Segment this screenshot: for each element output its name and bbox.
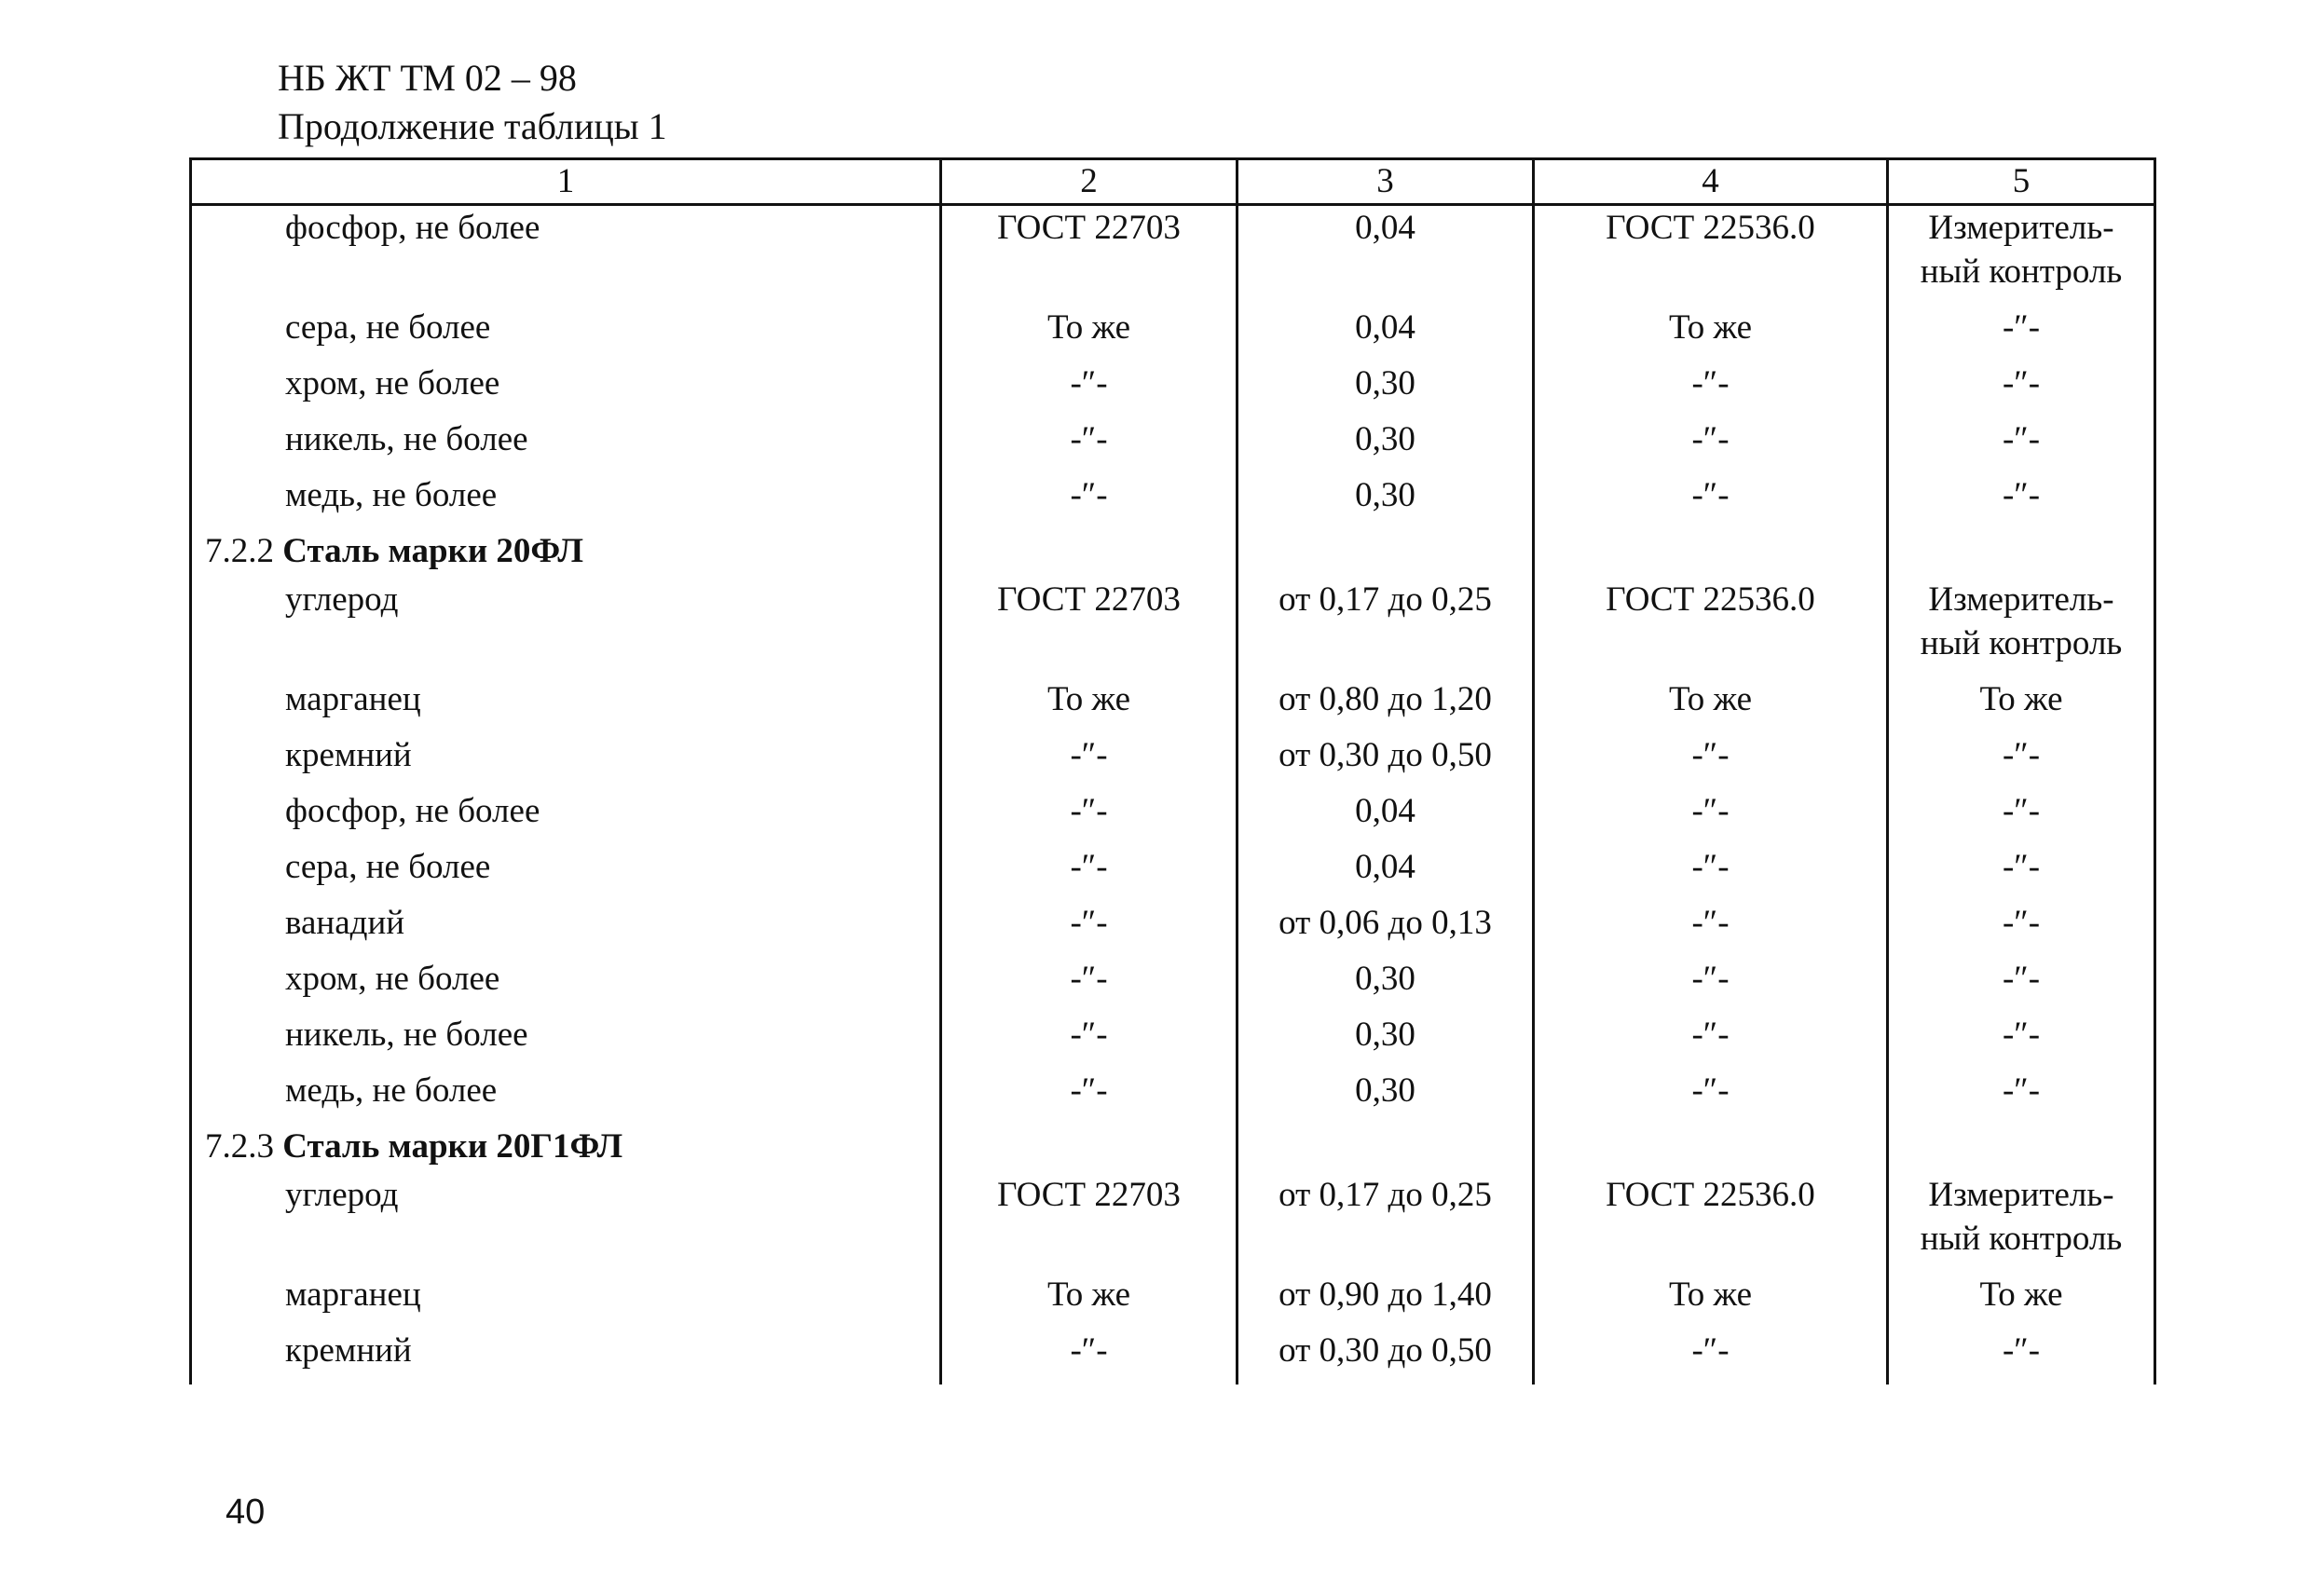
standard-cell: ГОСТ 22703	[941, 1173, 1238, 1273]
test-method-cell: -″-	[1534, 473, 1888, 529]
test-method-cell: -″-	[1534, 789, 1888, 845]
table-cell-empty	[1534, 529, 1888, 578]
control-type-cell: -″-	[1888, 901, 2155, 957]
table-cell-empty	[1888, 529, 2155, 578]
test-method-cell: -″-	[1534, 1329, 1888, 1385]
table-row	[191, 1329, 2155, 1385]
standard-cell: -″-	[941, 417, 1238, 473]
parameter-cell: сера, не более	[191, 845, 941, 901]
parameter-cell: ванадий	[191, 901, 941, 957]
column-header-1: 1	[191, 159, 941, 205]
control-type-cell: -″-	[1888, 1329, 2155, 1385]
parameter-cell: фосфор, не более	[191, 205, 941, 307]
standard-cell: То же	[941, 1273, 1238, 1329]
table-row	[191, 1173, 2155, 1273]
test-method-cell: То же	[1534, 677, 1888, 733]
test-method-cell: -″-	[1534, 1069, 1888, 1125]
parameter-cell: фосфор, не более	[191, 789, 941, 845]
table-row	[191, 733, 2155, 789]
control-type-cell: -″-	[1888, 733, 2155, 789]
table-row	[191, 205, 2155, 307]
section-heading	[191, 1125, 941, 1173]
norm-value-cell: 0,30	[1238, 473, 1534, 529]
parameter-cell: кремний	[191, 1329, 941, 1385]
standard-cell: -″-	[941, 845, 1238, 901]
parameter-cell: медь, не более	[191, 1069, 941, 1125]
norm-value-cell: 0,04	[1238, 306, 1534, 361]
test-method-cell: ГОСТ 22536.0	[1534, 205, 1888, 307]
norm-value-cell: от 0,06 до 0,13	[1238, 901, 1534, 957]
section-heading	[191, 529, 941, 578]
norm-value-cell: от 0,80 до 1,20	[1238, 677, 1534, 733]
document-code: НБ ЖТ ТМ 02 – 98	[278, 57, 577, 99]
parameter-cell: углерод	[191, 1173, 941, 1273]
table-row	[191, 1069, 2155, 1125]
table-cell-empty	[941, 529, 1238, 578]
norm-value-cell: от 0,90 до 1,40	[1238, 1273, 1534, 1329]
control-type-cell: -″-	[1888, 845, 2155, 901]
table-row	[191, 901, 2155, 957]
parameter-cell: медь, не более	[191, 473, 941, 529]
parameter-cell: хром, не более	[191, 957, 941, 1013]
table-cell-empty	[1238, 1125, 1534, 1173]
requirements-table	[189, 157, 2154, 1385]
parameter-cell: марганец	[191, 677, 941, 733]
test-method-cell: -″-	[1534, 1013, 1888, 1069]
norm-value-cell: 0,04	[1238, 789, 1534, 845]
table-row	[191, 789, 2155, 845]
control-type-cell: То же	[1888, 1273, 2155, 1329]
control-type-cell: Измеритель- ный контроль	[1888, 205, 2155, 307]
norm-value-cell: 0,30	[1238, 957, 1534, 1013]
test-method-cell: -″-	[1534, 901, 1888, 957]
control-type-cell: -″-	[1888, 417, 2155, 473]
norm-value-cell: 0,04	[1238, 205, 1534, 307]
section-number: 7.2.3	[205, 1127, 274, 1166]
parameter-cell: марганец	[191, 1273, 941, 1329]
table-row	[191, 361, 2155, 417]
table-row	[191, 1013, 2155, 1069]
test-method-cell: -″-	[1534, 957, 1888, 1013]
standard-cell: -″-	[941, 361, 1238, 417]
column-header-2: 2	[941, 159, 1238, 205]
test-method-cell: -″-	[1534, 845, 1888, 901]
table-row	[191, 845, 2155, 901]
norm-value-cell: 0,30	[1238, 1013, 1534, 1069]
control-type-cell: -″-	[1888, 789, 2155, 845]
standard-cell: -″-	[941, 1013, 1238, 1069]
norm-value-cell: от 0,17 до 0,25	[1238, 578, 1534, 677]
section-heading-row	[191, 529, 2155, 578]
control-type-cell: -″-	[1888, 306, 2155, 361]
table-cell-empty	[941, 1125, 1238, 1173]
norm-value-cell: от 0,17 до 0,25	[1238, 1173, 1534, 1273]
standard-cell: ГОСТ 22703	[941, 205, 1238, 307]
section-heading-row	[191, 1125, 2155, 1173]
section-title: Сталь марки 20Г1ФЛ	[282, 1127, 623, 1166]
standard-cell: -″-	[941, 789, 1238, 845]
parameter-cell: никель, не более	[191, 1013, 941, 1069]
column-header-5: 5	[1888, 159, 2155, 205]
table-row	[191, 473, 2155, 529]
parameter-cell: хром, не более	[191, 361, 941, 417]
table-row	[191, 957, 2155, 1013]
table-cell-empty	[1888, 1125, 2155, 1173]
control-type-cell: Измеритель- ный контроль	[1888, 578, 2155, 677]
test-method-cell: -″-	[1534, 417, 1888, 473]
standard-cell: -″-	[941, 473, 1238, 529]
control-type-cell: -″-	[1888, 473, 2155, 529]
column-number-row	[191, 159, 2155, 205]
parameter-cell: углерод	[191, 578, 941, 677]
norm-value-cell: 0,04	[1238, 845, 1534, 901]
table-row	[191, 417, 2155, 473]
test-method-cell: ГОСТ 22536.0	[1534, 578, 1888, 677]
norm-value-cell: 0,30	[1238, 1069, 1534, 1125]
standard-cell: -″-	[941, 1329, 1238, 1385]
page-number: 40	[226, 1493, 266, 1532]
control-type-cell: -″-	[1888, 957, 2155, 1013]
table-continuation-caption: Продолжение таблицы 1	[278, 105, 667, 147]
section-number: 7.2.2	[205, 532, 274, 570]
control-type-cell: -″-	[1888, 361, 2155, 417]
test-method-cell: -″-	[1534, 361, 1888, 417]
control-type-cell: То же	[1888, 677, 2155, 733]
norm-value-cell: от 0,30 до 0,50	[1238, 733, 1534, 789]
parameter-cell: никель, не более	[191, 417, 941, 473]
test-method-cell: То же	[1534, 306, 1888, 361]
table-row	[191, 1273, 2155, 1329]
test-method-cell: -″-	[1534, 733, 1888, 789]
table-row	[191, 677, 2155, 733]
standard-cell: -″-	[941, 957, 1238, 1013]
table-cell-empty	[1238, 529, 1534, 578]
standard-cell: ГОСТ 22703	[941, 578, 1238, 677]
standard-cell: То же	[941, 677, 1238, 733]
norm-value-cell: 0,30	[1238, 361, 1534, 417]
norm-value-cell: от 0,30 до 0,50	[1238, 1329, 1534, 1385]
standard-cell: То же	[941, 306, 1238, 361]
column-header-3: 3	[1238, 159, 1534, 205]
control-type-cell: Измеритель- ный контроль	[1888, 1173, 2155, 1273]
column-header-4: 4	[1534, 159, 1888, 205]
parameter-cell: сера, не более	[191, 306, 941, 361]
table-body	[191, 205, 2155, 1385]
standard-cell: -″-	[941, 1069, 1238, 1125]
standard-cell: -″-	[941, 733, 1238, 789]
table-row	[191, 578, 2155, 677]
test-method-cell: ГОСТ 22536.0	[1534, 1173, 1888, 1273]
section-title: Сталь марки 20ФЛ	[282, 532, 583, 570]
table-cell-empty	[1534, 1125, 1888, 1173]
table-row	[191, 306, 2155, 361]
norm-value-cell: 0,30	[1238, 417, 1534, 473]
test-method-cell: То же	[1534, 1273, 1888, 1329]
control-type-cell: -″-	[1888, 1069, 2155, 1125]
control-type-cell: -″-	[1888, 1013, 2155, 1069]
standard-cell: -″-	[941, 901, 1238, 957]
parameter-cell: кремний	[191, 733, 941, 789]
